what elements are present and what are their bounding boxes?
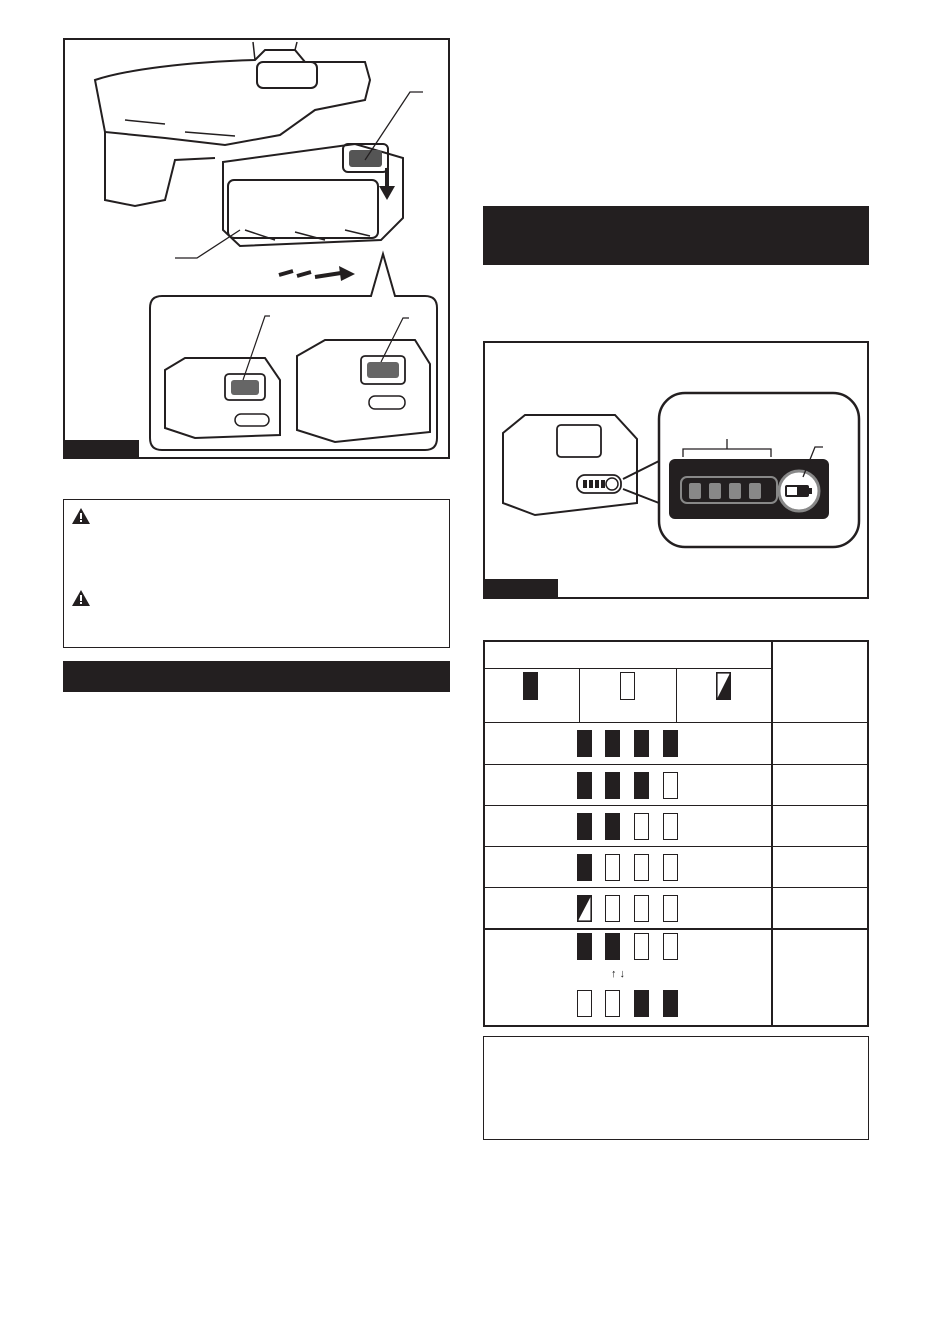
figure-battery-install [63, 38, 450, 459]
lamp-off-icon [605, 854, 620, 881]
lamp-off-icon [634, 933, 649, 960]
lamp-off-icon [663, 772, 678, 799]
lamp-lighted-icon [577, 854, 592, 881]
lamp-off-icon [634, 854, 649, 881]
lamp-off-icon [577, 990, 592, 1017]
lamp-lighted-icon [663, 730, 678, 757]
lamp-lighted-icon [634, 772, 649, 799]
lamp-lighted-icon [577, 933, 592, 960]
lamp-off-icon [634, 813, 649, 840]
caution-box [63, 499, 450, 648]
lamp-off-icon [605, 990, 620, 1017]
battery-indicator-illustration [485, 343, 871, 601]
lamp-blinking-icon [716, 672, 731, 700]
lamp-lighted-icon [634, 990, 649, 1017]
figure-battery-indicator [483, 341, 869, 599]
lamp-off-icon [663, 933, 678, 960]
lamp-lighted-icon [634, 730, 649, 757]
arrows-label: ↑ ↓ [611, 968, 626, 980]
lamp-lighted-icon [663, 990, 678, 1017]
lamp-lighted-icon [523, 672, 538, 700]
figure-tag [485, 579, 558, 597]
lamp-off-icon [634, 895, 649, 922]
warning-triangle-icon [72, 590, 90, 606]
lamp-off-icon [663, 854, 678, 881]
lamp-lighted-icon [577, 813, 592, 840]
lamp-lighted-icon [605, 933, 620, 960]
lamp-off-icon [605, 895, 620, 922]
warning-triangle-icon [72, 508, 90, 524]
lamp-off-icon [663, 895, 678, 922]
lamp-lighted-icon [605, 772, 620, 799]
lamp-blinking-icon [577, 895, 592, 922]
lamp-off-icon [663, 813, 678, 840]
lamp-lighted-icon [577, 772, 592, 799]
indicator-table [483, 640, 869, 1026]
lamp-lighted-icon [577, 730, 592, 757]
section-heading-bar [483, 206, 869, 265]
lamp-off-icon [620, 672, 635, 700]
section-heading-bar [63, 661, 450, 692]
note-box [483, 1036, 869, 1140]
battery-install-illustration [65, 40, 452, 461]
lamp-lighted-icon [605, 813, 620, 840]
lamp-lighted-icon [605, 730, 620, 757]
figure-tag [65, 440, 139, 457]
